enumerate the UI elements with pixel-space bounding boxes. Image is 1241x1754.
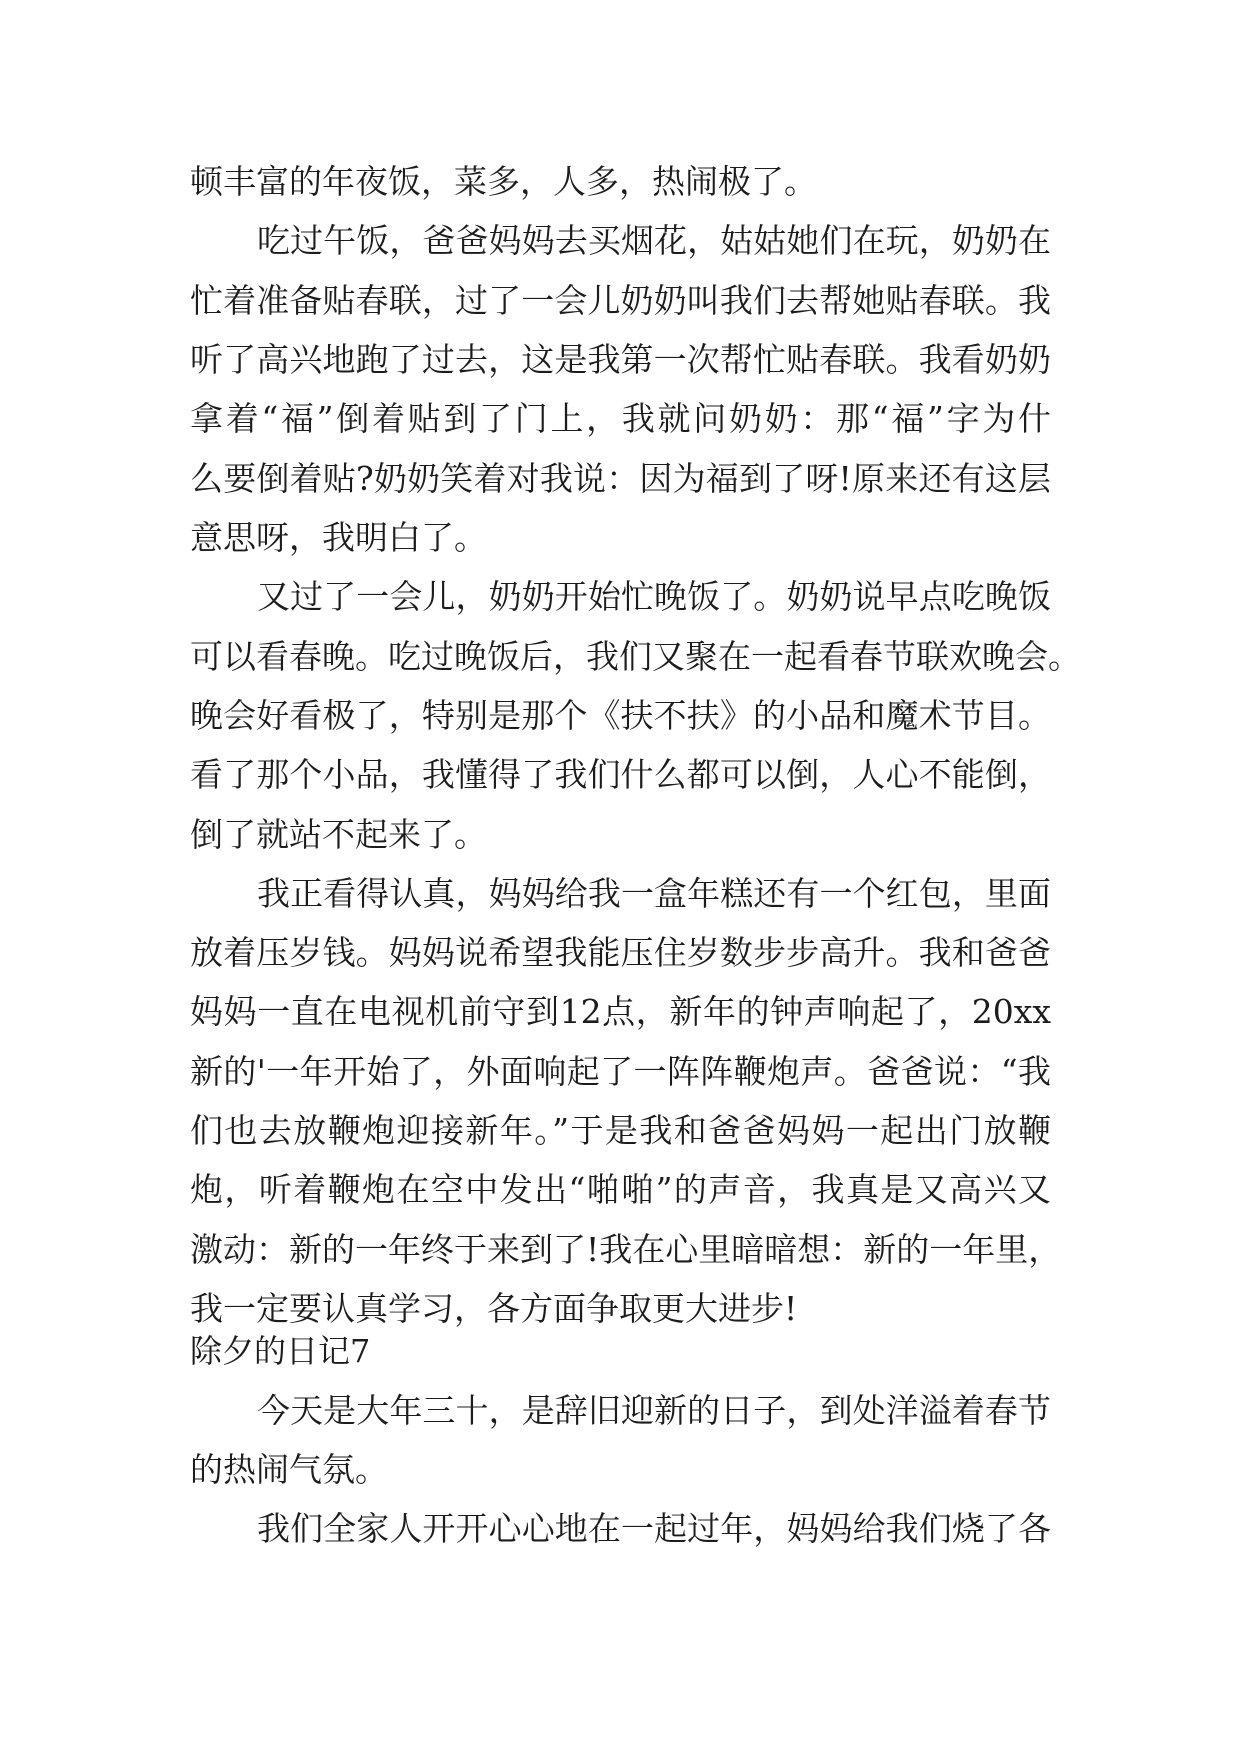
text-line: 拿着“福”倒着贴到了门上，我就问奶奶：那“福”字为什 bbox=[190, 399, 1051, 438]
text-line: 吃过午饭，爸爸妈妈去买烟花，姑姑她们在玩，奶奶在 bbox=[257, 221, 1051, 260]
section-heading: 除夕的日记7 bbox=[190, 1332, 371, 1370]
text-line: 忙着准备贴春联，过了一会儿奶奶叫我们去帮她贴春联。我 bbox=[190, 281, 1051, 320]
text-line: 我一定要认真学习，各方面争取更大进步! bbox=[190, 1289, 798, 1328]
text-line: 倒了就站不起来了。 bbox=[190, 815, 487, 854]
text-line: 新的'一年开始了，外面响起了一阵阵鞭炮声。爸爸说：“我 bbox=[190, 1052, 1051, 1091]
text-line: 看了那个小品，我懂得了我们什么都可以倒，人心不能倒， bbox=[190, 755, 1051, 794]
text-line: 听了高兴地跑了过去，这是我第一次帮忙贴春联。我看奶奶 bbox=[190, 340, 1051, 379]
text-line: 今天是大年三十，是辞旧迎新的日子，到处洋溢着春节 bbox=[257, 1391, 1051, 1430]
text-line: 激动：新的一年终于来到了!我在心里暗暗想：新的一年里， bbox=[190, 1230, 1062, 1269]
text-line: 放着压岁钱。妈妈说希望我能压住岁数步步高升。我和爸爸 bbox=[190, 933, 1051, 972]
text-line: 意思呀，我明白了。 bbox=[190, 518, 487, 557]
text-line: 又过了一会儿，奶奶开始忙晚饭了。奶奶说早点吃晚饭 bbox=[257, 577, 1051, 616]
text-line: 晚会好看极了，特别是那个《扶不扶》的小品和魔术节目。 bbox=[190, 696, 1051, 735]
text-line: 炮，听着鞭炮在空中发出“啪啪”的声音，我真是又高兴又 bbox=[190, 1170, 1051, 1209]
text-line: 顿丰富的年夜饭，菜多，人多，热闹极了。 bbox=[190, 162, 817, 201]
text-line: 们也去放鞭炮迎接新年。”于是我和爸爸妈妈一起出门放鞭 bbox=[190, 1111, 1051, 1150]
text-line: 我们全家人开开心心地在一起过年，妈妈给我们烧了各 bbox=[257, 1509, 1051, 1548]
text-line: 妈妈一直在电视机前守到12点，新年的钟声响起了，20xx bbox=[190, 992, 1051, 1031]
text-line: 可以看春晚。吃过晚饭后，我们又聚在一起看春节联欢晚会。 bbox=[190, 637, 1081, 676]
text-line: 我正看得认真，妈妈给我一盒年糕还有一个红包，里面 bbox=[257, 874, 1051, 913]
text-line: 么要倒着贴?奶奶笑着对我说：因为福到了呀!原来还有这层 bbox=[190, 459, 1051, 498]
text-line: 的热闹气氛。 bbox=[190, 1450, 388, 1489]
